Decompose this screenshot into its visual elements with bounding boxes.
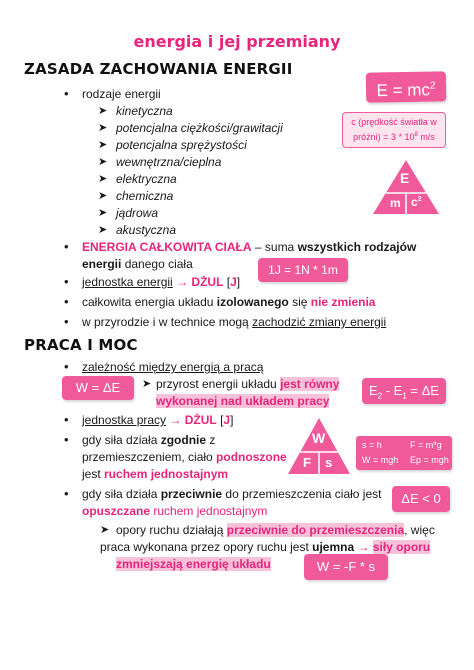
force-along-line3: jest ruchem jednostajnym [82, 467, 229, 481]
total-energy-line2: energii danego ciała [82, 257, 193, 271]
formula-box-de-negative: ΔE < 0 [392, 486, 450, 512]
formula-sh: s = h [362, 440, 382, 450]
bullet-icon: • [64, 486, 69, 501]
list-item: chemiczna [116, 189, 174, 203]
list-item: potencjalna sprężystości [116, 138, 247, 152]
resistance-line1: opory ruchu działają przeciwnie do przemieszczenia, więc [116, 523, 435, 537]
formula-box-w-de: W = ΔE [62, 376, 134, 400]
list-item: kinetyczna [116, 104, 173, 118]
bullet-icon: • [64, 294, 69, 309]
energy-unit-line: jednostka energii → DŻUL [J] [82, 275, 241, 289]
section-heading-energy: ZASADA ZACHOWANIA ENERGII [24, 60, 293, 78]
bullet-icon: • [64, 432, 69, 447]
arrow-icon: ➤ [142, 378, 152, 390]
tri-label-top: W [312, 430, 326, 446]
list-item: elektryczna [116, 172, 177, 186]
tri-label-left: m [390, 196, 401, 210]
energy-increase-line2: wykonanej nad układem pracy [156, 394, 330, 408]
arrow-icon: ➤ [98, 173, 108, 185]
work-unit-line: jednostka pracy → DŻUL [J] [82, 413, 234, 427]
formula-box-ez: $E_2 - E_1 = \Delta E$ [362, 378, 446, 404]
formula-wmgh: W = mgh [362, 455, 399, 465]
bullet-icon: • [64, 274, 69, 289]
isolated-system-line: całkowita energia układu izolowanego się nie zmienia [82, 295, 376, 309]
bullet-icon: • [64, 239, 69, 254]
arrow-icon: ➤ [100, 524, 110, 536]
work-energy-relation: zależność między energią a pracą [82, 360, 264, 374]
force-opposite-line1: gdy siła działa przeciwnie do przemieszczenia ciało jest [82, 487, 382, 501]
triangle-shape [373, 160, 439, 214]
resistance-line2: praca wykonana przez opory ruchu jest ujemna → siły oporu [100, 540, 431, 554]
force-along-line1: gdy siła działa zgodnie z [82, 433, 216, 447]
arrow-icon: ➤ [98, 224, 108, 236]
arrow-right-icon: → [357, 540, 370, 554]
arrow-right-icon: → [169, 413, 182, 427]
formula-box-emc2: $E = mc^2$ [366, 71, 447, 102]
wfs-triangle [288, 418, 350, 474]
section-heading-work: PRACA I MOC [24, 336, 138, 354]
arrow-right-icon: → [176, 275, 189, 289]
arrow-icon: ➤ [98, 190, 108, 202]
arrow-icon: ➤ [98, 156, 108, 168]
bullet-icon: • [64, 314, 69, 329]
tri-label-right: $c^2$ [411, 195, 422, 209]
formula-epmgh: Ep = mgh [410, 455, 449, 465]
emc2-triangle [373, 160, 439, 214]
tri-label-right: s [325, 455, 333, 470]
tri-label-left: F [303, 455, 311, 470]
list-item: jądrowa [116, 206, 159, 220]
resistance-line3: zmniejszają energię układu [116, 557, 271, 571]
arrow-icon: ➤ [98, 139, 108, 151]
formulas-box [356, 436, 452, 470]
joule-definition-box: 1J = 1N * 1m [258, 258, 348, 282]
bullet-icon: • [64, 86, 69, 101]
force-along-line2: przemieszczeniem, ciało podnoszone [82, 450, 287, 464]
formula-fmg: F = m*g [410, 440, 442, 450]
arrow-icon: ➤ [98, 207, 108, 219]
bullet-icon: • [64, 359, 69, 374]
list-item: potencjalna ciężkości/grawitacji [116, 121, 283, 135]
formula-box-w-fs: W = -F * s [304, 554, 388, 580]
total-energy-line1: ENERGIA CAŁKOWITA CIAŁA – suma wszystkich rodzajów [82, 240, 417, 254]
triangle-shape [288, 418, 350, 474]
force-opposite-line2: opuszczane ruchem jednostajnym [82, 504, 268, 518]
list-item: wewnętrzna/cieplna [116, 155, 222, 169]
energy-changes-line: w przyrodzie i w technice mogą zachodzić zmiany energii [82, 315, 387, 329]
speed-of-light-note: c (prędkość światła w próżni) = $3 * 10^8$ m/s [342, 112, 446, 148]
arrow-icon: ➤ [98, 105, 108, 117]
list-item: akustyczna [116, 223, 177, 237]
energy-increase-line1: przyrost energii układu jest równy [156, 377, 340, 391]
energy-kinds-label: rodzaje energii [82, 87, 161, 101]
tri-label-top: E [400, 170, 410, 186]
document-title: energia i jej przemiany [133, 32, 341, 51]
bullet-icon: • [64, 412, 69, 427]
arrow-icon: ➤ [98, 122, 108, 134]
